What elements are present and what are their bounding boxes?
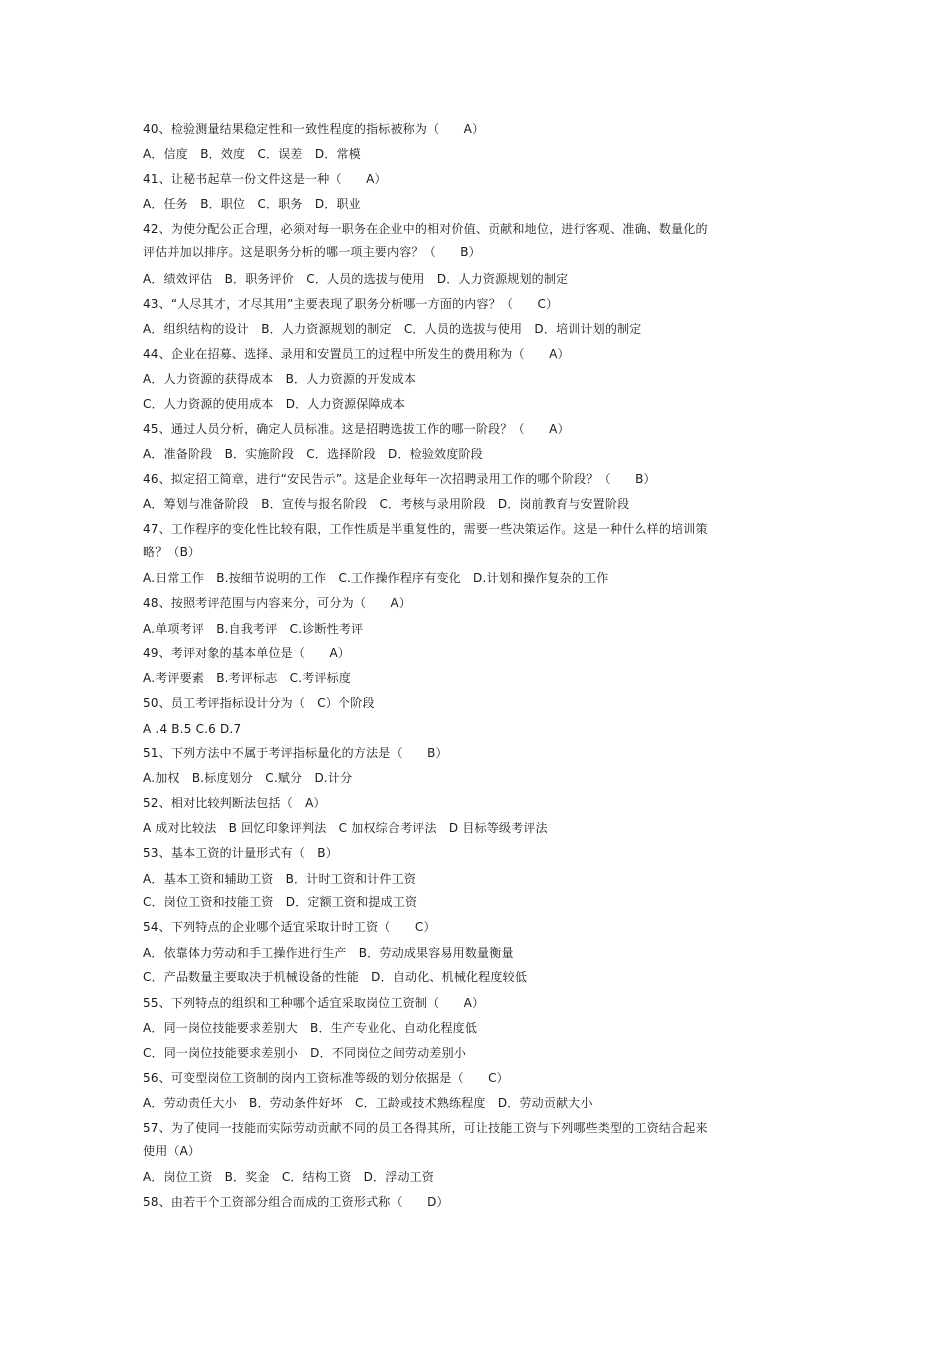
- options-56: A．劳动责任大小 B．劳动条件好坏 C．工龄或技术熟练程度 D．劳动贡献大小: [143, 1096, 593, 1110]
- question-42-line-1: 42、为使分配公正合理，必须对每一职务在企业中的相对价值、贡献和地位，进行客观、准确、数量化的: [143, 222, 708, 236]
- options-51: A.加权 B.标度划分 C.赋分 D.计分: [143, 771, 353, 785]
- question-41: 41、让秘书起草一份文件这是一种（ A）: [143, 172, 387, 186]
- question-54: 54、下列特点的企业哪个适宜采取计时工资（ C）: [143, 920, 436, 934]
- options-57: A．岗位工资 B．奖金 C．结构工资 D．浮动工资: [143, 1170, 435, 1184]
- question-58: 58、由若干个工资部分组合而成的工资形式称（ D）: [143, 1195, 449, 1209]
- question-52: 52、相对比较判断法包括（ A）: [143, 796, 326, 810]
- question-57-line-2: 使用（A）: [143, 1144, 201, 1158]
- options-45: A．准备阶段 B．实施阶段 C．选择阶段 D．检验效度阶段: [143, 447, 483, 461]
- question-45: 45、通过人员分析，确定人员标准。这是招聘选拔工作的哪一阶段？（ A）: [143, 422, 570, 436]
- question-55: 55、下列特点的组织和工种哪个适宜采取岗位工资制（ A）: [143, 996, 485, 1010]
- options-40: A．信度 B．效度 C．误差 D．常模: [143, 147, 361, 161]
- options-55-line-2: C．同一岗位技能要求差别小 D．不同岗位之间劳动差别小: [143, 1046, 467, 1060]
- question-56: 56、可变型岗位工资制的岗内工资标准等级的划分依据是（ C）: [143, 1071, 509, 1085]
- question-47-line-1: 47、工作程序的变化性比较有限，工作性质是半重复性的，需要一些决策运作。这是一种什么样的培训策: [143, 522, 708, 536]
- question-50: 50、员工考评指标设计分为（ C）个阶段: [143, 696, 375, 710]
- question-51: 51、下列方法中不属于考评指标量化的方法是（ B）: [143, 746, 448, 760]
- question-43: 43、“人尽其才，才尽其用”主要表现了职务分析哪一方面的内容？（ C）: [143, 297, 559, 311]
- options-46: A．筹划与准备阶段 B．宣传与报名阶段 C．考核与录用阶段 D．岗前教育与安置阶段: [143, 497, 630, 511]
- options-49: A.考评要素 B.考评标志 C.考评标度: [143, 671, 352, 685]
- question-48: 48、按照考评范围与内容来分，可分为（ A）: [143, 596, 412, 610]
- options-44-line-1: A．人力资源的获得成本 B．人力资源的开发成本: [143, 372, 417, 386]
- options-42: A．绩效评估 B．职务评价 C．人员的选拔与使用 D．人力资源规划的制定: [143, 272, 569, 286]
- options-53-line-1: A．基本工资和辅助工资 B．计时工资和计件工资: [143, 872, 417, 886]
- options-48: A.单项考评 B.自我考评 C.诊断性考评: [143, 622, 364, 636]
- question-40: 40、检验测量结果稳定性和一致性程度的指标被称为（ A）: [143, 122, 485, 136]
- options-55-line-1: A．同一岗位技能要求差别大 B．生产专业化、自动化程度低: [143, 1021, 478, 1035]
- question-46: 46、拟定招工简章，进行“安民告示”。这是企业每年一次招聘录用工作的哪个阶段？（ B）: [143, 472, 656, 486]
- options-47: A.日常工作 B.按细节说明的工作 C.工作操作程序有变化 D.计划和操作复杂的工作: [143, 571, 609, 585]
- options-54-line-2: C．产品数量主要取决于机械设备的性能 D．自动化、机械化程度较低: [143, 970, 528, 984]
- options-50: A .4 B.5 C.6 D.7: [143, 722, 242, 736]
- options-53-line-2: C．岗位工资和技能工资 D．定额工资和提成工资: [143, 895, 418, 909]
- options-54-line-1: A．依靠体力劳动和手工操作进行生产 B．劳动成果容易用数量衡量: [143, 946, 514, 960]
- options-44-line-2: C．人力资源的使用成本 D．人力资源保障成本: [143, 397, 406, 411]
- question-49: 49、考评对象的基本单位是（ A）: [143, 646, 351, 660]
- question-57-line-1: 57、为了使同一技能而实际劳动贡献不同的员工各得其所，可让技能工资与下列哪些类型的工资结合起来: [143, 1121, 708, 1135]
- question-44: 44、企业在招募、选择、录用和安置员工的过程中所发生的费用称为（ A）: [143, 347, 570, 361]
- question-47-line-2: 略？（B）: [143, 545, 201, 559]
- options-52: A 成对比较法 B 回忆印象评判法 C 加权综合考评法 D 目标等级考评法: [143, 821, 548, 835]
- options-43: A．组织结构的设计 B．人力资源规划的制定 C．人员的选拔与使用 D．培训计划的制定: [143, 322, 642, 336]
- options-41: A．任务 B．职位 C．职务 D．职业: [143, 197, 361, 211]
- question-53: 53、基本工资的计量形式有（ B）: [143, 846, 338, 860]
- question-42-line-2: 评估并加以排序。这是职务分析的哪一项主要内容？（ B）: [143, 245, 481, 259]
